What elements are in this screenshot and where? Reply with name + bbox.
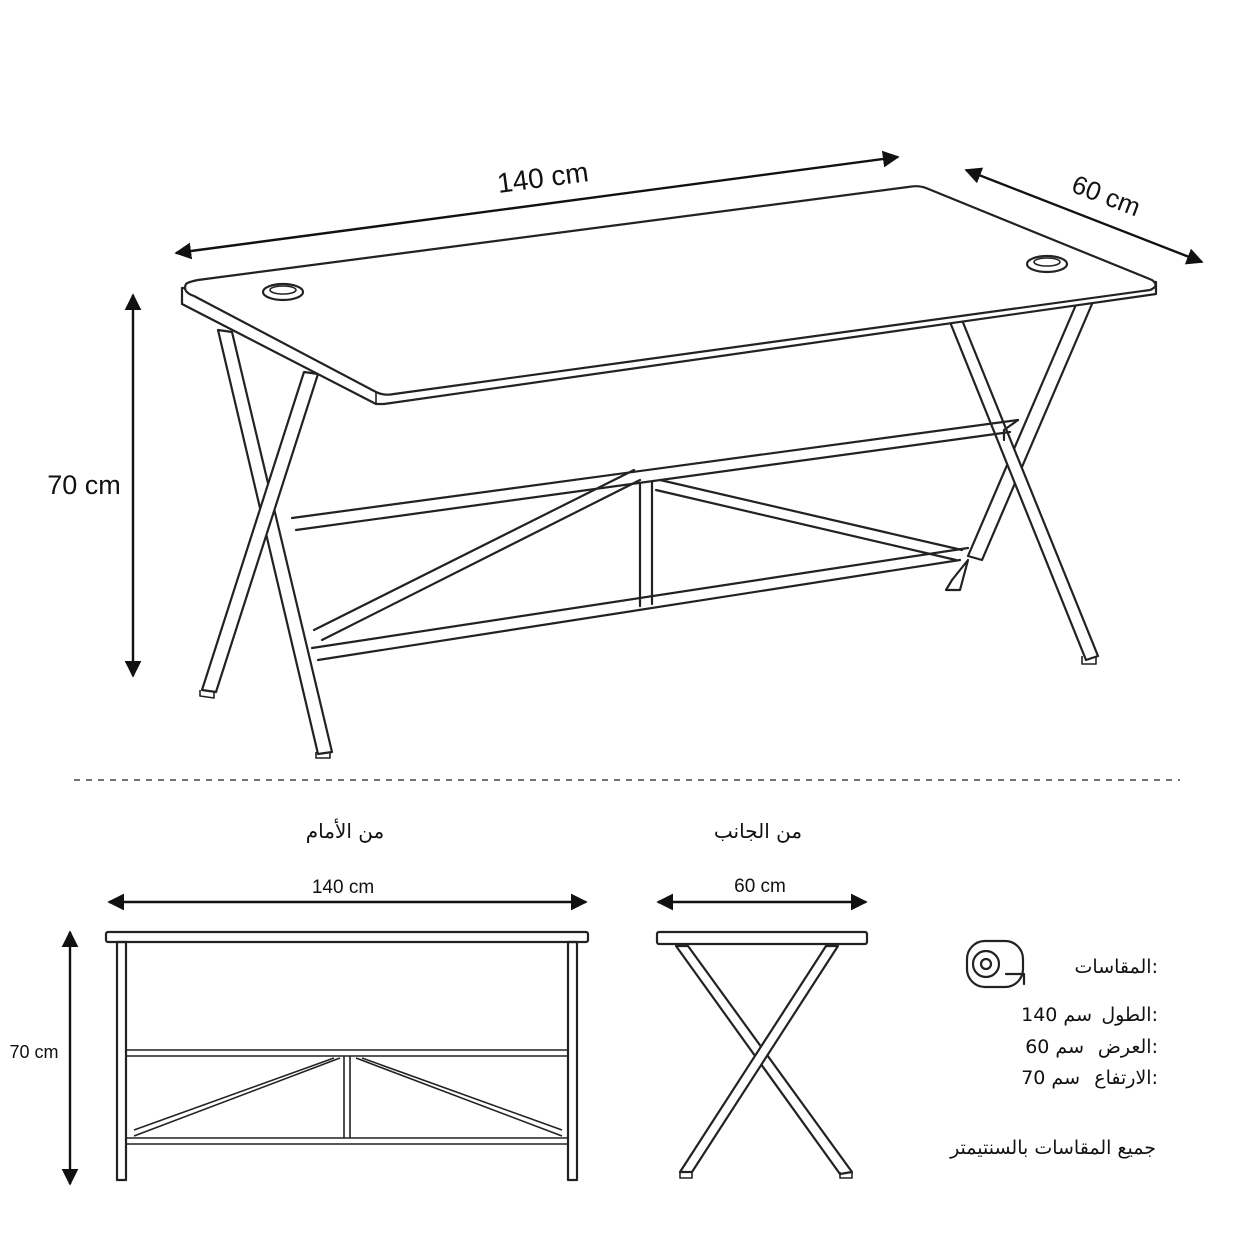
spec-width-label: العرض:	[1097, 1036, 1158, 1058]
spec-length-label: الطول:	[1101, 1004, 1158, 1026]
specs-heading: المقاسات:	[1074, 956, 1158, 978]
front-view-title: من الأمام	[305, 819, 385, 843]
perspective-view	[47, 156, 1202, 758]
desk-top	[182, 186, 1156, 404]
width-label: 60 cm	[1067, 168, 1145, 223]
spec-length-value: 140 سم	[1021, 1004, 1092, 1026]
back-legs	[946, 300, 1098, 664]
front-legs	[200, 330, 332, 758]
specs-panel	[949, 941, 1158, 1159]
stretcher-frame	[292, 420, 1018, 660]
spec-width-value: 60 سم	[1025, 1036, 1084, 1058]
front-height-label: 70 cm	[9, 1042, 59, 1062]
length-label: 140 cm	[495, 156, 591, 199]
measuring-tape-icon	[967, 941, 1024, 987]
height-label: 70 cm	[47, 470, 121, 500]
front-width-label: 140 cm	[311, 877, 375, 898]
front-view	[9, 819, 588, 1184]
side-view	[657, 819, 867, 1178]
side-width-label: 60 cm	[734, 876, 786, 897]
specs-note: جميع المقاسات بالسنتيمتر	[950, 1137, 1156, 1159]
side-view-title: من الجانب	[713, 819, 803, 843]
spec-height-label: الارتفاع:	[1094, 1067, 1158, 1089]
spec-height-value: 70 سم	[1021, 1067, 1080, 1089]
